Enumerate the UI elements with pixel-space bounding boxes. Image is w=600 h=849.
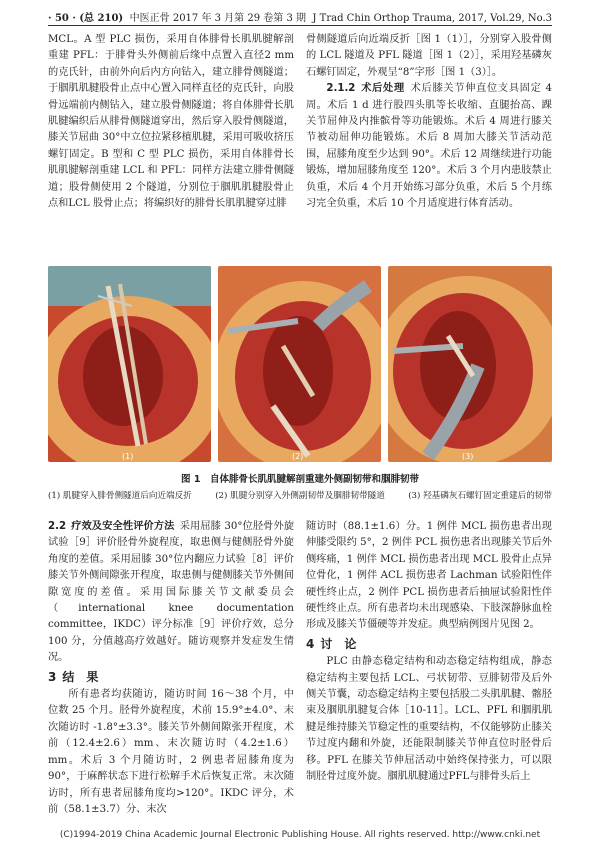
- photo-label-3: (3): [462, 452, 474, 461]
- paragraph: [306, 81, 552, 212]
- surgical-photo-2: [218, 266, 381, 462]
- running-header: [48, 8, 552, 24]
- right-column-top: [306, 32, 552, 212]
- copyright-footer: (C)1994-2019 China Academic Journal Electronic Publishing House. All rights reserved. http://www.cnki.net: [59, 830, 541, 840]
- paragraph: MCL。A 型 PLC 损伤，采用自体腓骨长肌肌腱解剖重建 PFL：于腓骨头外侧前后缘中点置入直径2 mm的克氏针，由前外向后内方向钻入，建立腓骨侧隧道；于腘肌肌腱股骨止点中心置入同样直径的克氏针，向股骨远端前内侧钻入，建立股骨侧隧道；将自体腓骨长肌肌腱编织后从腓骨侧隧道穿出，然后穿入股骨侧隧道，膝关节屈曲 30°中立位拉紧移植肌腱，采用可吸收挤压螺钉固定。B 型和 C 型 PLC 损伤，采用自体腓骨长肌肌腱解剖重建 LCL 和 PFL：同样方法建立腓骨侧隧道；股骨侧使用 2 个隧道，分别位于腘肌肌腱股骨止点和LCL 股骨止点；将编织好的腓骨长肌肌腱穿过腓: [48, 34, 294, 210]
- figure-title: 图 1 自体腓骨长肌肌腱解剖重建外侧副韧带和腘腓韧带: [181, 474, 419, 485]
- left-column-bottom: [48, 519, 294, 818]
- paragraph: PLC 由静态稳定结构和动态稳定结构组成，静态稳定结构主要包括 LCL、弓状韧带、豆腓韧带及后外侧关节囊，动态稳定结构主要包括股二头肌肌腱、髂胫束及腘肌肌腱复合体［10-11］。LCL、PFL 和腘肌肌腱是维持膝关节稳定性的重要结构，不仅能够防止膝关节过度内翻和外旋，还能限制膝关节伸直位时胫骨后移。PFL 在膝关节伸屈活动中始终保持张力，可以限制胫骨过度外旋。腘肌肌腱通过PFL与腓骨头后上: [306, 656, 552, 783]
- section-number: 3: [48, 669, 57, 684]
- header-rule: [48, 25, 552, 26]
- paragraph: 骨侧隧道后向近端反折［图 1（1）］，分别穿入股骨侧的 LCL 隧道及 PFL 隧道［图 1（2）］，采用羟基磷灰石螺钉固定，外观呈“8”字形［图 1（3）］。: [306, 34, 552, 78]
- surgical-photo-3: [388, 266, 552, 462]
- section-title: 疗效及安全性评价方法: [71, 521, 175, 532]
- section-number: 2.2: [48, 521, 67, 532]
- photo-label-1: (1): [122, 452, 134, 461]
- figure-captions: [48, 489, 552, 501]
- section-title: 结 果: [62, 669, 99, 684]
- figure-caption-1: (1) 肌腱穿入腓骨侧隧道后向近端反折: [48, 491, 192, 501]
- right-column-bottom: [306, 519, 552, 786]
- subsection-title: 术后处理: [360, 83, 405, 95]
- paragraph: 随访时（88.1±1.6）分。1 例伴 MCL 损伤患者出现伸膝受限约 5°，2 例伴 PCL 损伤患者出现膝关节后外侧疼痛，1 例伴 MCL 损伤患者出现 MCL 股骨止点异位骨化，1 例伴 ACL 损伤患者 Lachman 试验阳性伴硬性终止点，2 例伴 PCL 损伤患者后抽屉试验阳性伴硬性终止点。所有患者均未出现感染、下肢深静脉血栓形成及膝关节僵硬等并发症。典型病例图片见图 2。: [306, 521, 552, 631]
- paragraph-text: 采用屈膝 30°位胫骨外旋试验［9］评价胫骨外旋程度，取患侧与健侧胫骨外旋角度的差值。采用屈膝 30°位内翻应力试验［8］评价膝关节外侧间隙张开程度，取患侧与健侧膝关节外侧间隙宽度的差值。采用国际膝关节文献委员会（international knee documentation committee，IKDC）评分标准［9］评价疗效，总分 100 分，分值越高疗效越好。随访观察并发症发生情况。: [48, 521, 295, 664]
- section-title: 讨 论: [320, 636, 357, 651]
- journal-cn: 中医正骨 2017 年 3 月第 29 卷第 3 期: [129, 13, 306, 24]
- left-column-top: [48, 32, 294, 212]
- section-heading: [48, 669, 294, 685]
- paragraph-text: 术后膝关节伸直位支具固定 4 周。术后 1 d 进行股四头肌等长收缩、直腿抬高、踝关节屈伸及内推髌骨等功能锻炼。术后 4 周进行膝关节被动屈伸功能锻炼。术后 8 周加大膝关节活动范围，屈膝角度至少达到 90°。术后 12 周继续进行功能锻炼，增加屈膝角度至 120°。术后 3 个月内患肢禁止负重，术后 4 个月开始练习部分负重，术后 5 个月练习完全负重，术后 10 个月适度进行体育活动。: [306, 83, 553, 210]
- figure-caption-3: (3) 羟基磷灰石螺钉固定重建后的韧带: [408, 491, 552, 501]
- figure-caption-2: (2) 肌腱分别穿入外侧副韧带及腘腓韧带隧道: [215, 491, 385, 501]
- paragraph: 所有患者均获随访，随访时间 16～38 个月，中位数 25 个月。胫骨外旋程度，术前 15.9°±4.0°、末次随访时 -1.8°±3.3°。膝关节外侧间隙张开程度，术前（12.4±2.6）mm、末次随访时（4.2±1.6）mm。术后 3 个月随访时，2 例患者屈膝角度为 90°，于麻醉状态下进行松解手术后恢复正常。末次随访时，所有患者屈膝角度均>120°。IKDC 评分，术前（58.1±3.7）分、末次: [48, 689, 294, 815]
- photo-label-2: (2): [292, 452, 304, 461]
- surgical-photo-1: [48, 266, 211, 462]
- subsection-number: 2.1.2: [326, 83, 356, 95]
- section-number: 4: [306, 636, 315, 651]
- paragraph: [48, 519, 294, 667]
- page-number: · 50 · (总 210): [48, 13, 124, 24]
- journal-en: J Trad Chin Orthop Trauma, 2017, Vol.29, No.3: [312, 13, 552, 24]
- section-heading: [306, 636, 552, 652]
